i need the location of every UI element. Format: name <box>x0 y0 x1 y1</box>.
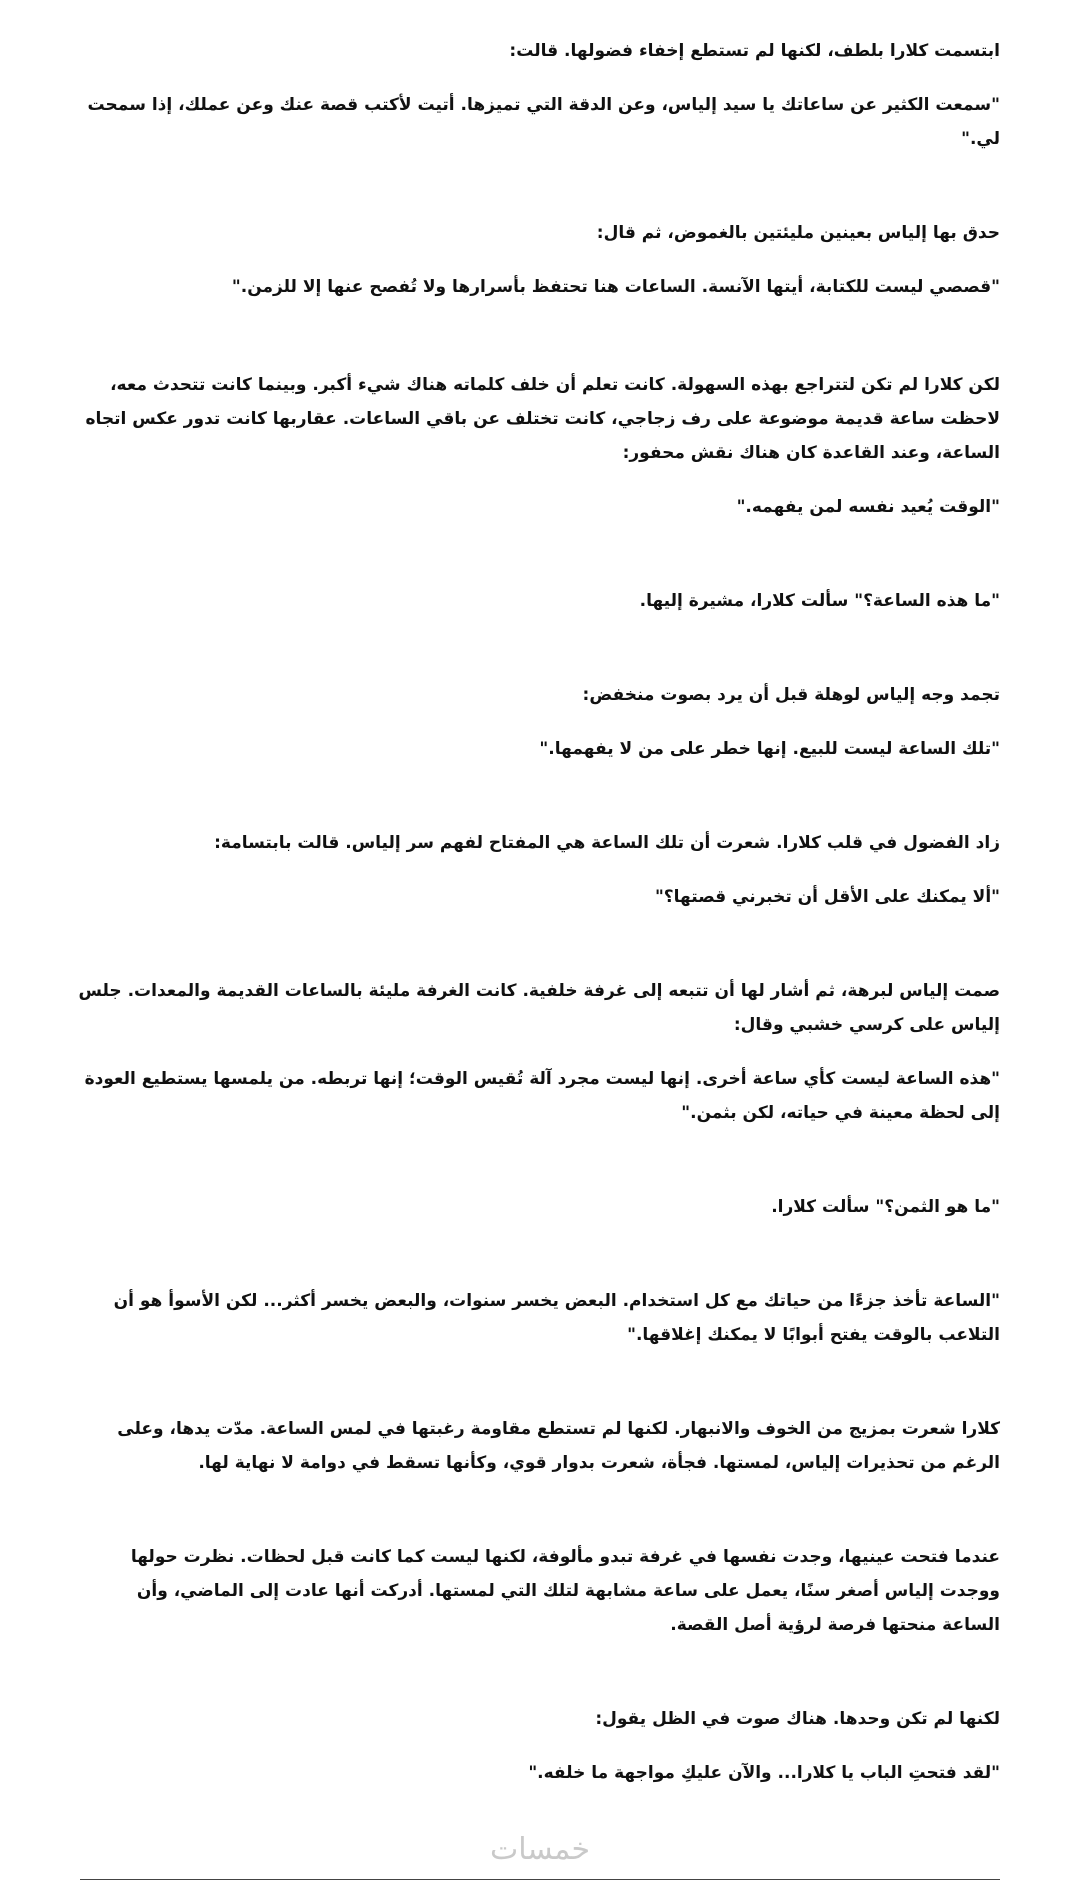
paragraph-19: "لقد فتحتِ الباب يا كلارا... والآن عليكِ مواجهة ما خلفه." <box>528 1763 1000 1783</box>
khamsat-watermark-logo: خمسات <box>489 1832 591 1867</box>
paragraph-16: كلارا شعرت بمزيج من الخوف والانبهار. لكنها لم تستطع مقاومة رغبتها في لمس الساعة. مدّت يدها، وعلى الرغم من تحذيرات إلياس، لمستها. فجأة، شعرت بدوار قوي، وكأنها تسقط في دوامة لا نهاية لها. <box>117 1419 1000 1473</box>
paragraph-8: تجمد وجه إلياس لوهلة قبل أن يرد بصوت منخفض: <box>582 685 1000 705</box>
paragraph-12: صمت إلياس لبرهة، ثم أشار لها أن تتبعه إلى غرفة خلفية. كانت الغرفة مليئة بالساعات القديمة والمعدات. جلس إلياس على كرسي خشبي وقال: <box>78 981 1000 1035</box>
paragraph-4: "قصصي ليست للكتابة، أيتها الآنسة. الساعات هنا تحتفظ بأسرارها ولا تُفصح عنها إلا للزمن." <box>231 277 1000 297</box>
paragraph-14: "ما هو الثمن؟" سألت كلارا. <box>771 1197 1000 1217</box>
paragraph-7: "ما هذه الساعة؟" سألت كلارا، مشيرة إليها. <box>639 591 1000 611</box>
paragraph-9: "تلك الساعة ليست للبيع. إنها خطر على من لا يفهمها." <box>539 739 1000 759</box>
paragraph-6: "الوقت يُعيد نفسه لمن يفهمه." <box>736 497 1000 517</box>
paragraph-17: عندما فتحت عينيها، وجدت نفسها في غرفة تبدو مألوفة، لكنها ليست كما كانت قبل لحظات. نظرت حولها ووجدت إلياس أصغر سنًا، يعمل على ساعة مشابهة لتلك التي لمستها. أدركت أنها عادت إلى الماضي، وأن الساعة منحتها فرصة لرؤية أصل القصة. <box>130 1547 1000 1635</box>
paragraph-1: ابتسمت كلارا بلطف، لكنها لم تستطع إخفاء فضولها. قالت: <box>509 41 1000 61</box>
paragraph-3: حدق بها إلياس بعينين مليئتين بالغموض، ثم قال: <box>596 223 1000 243</box>
paragraph-18: لكنها لم تكن وحدها. هناك صوت في الظل يقول: <box>595 1709 1000 1729</box>
story-body <box>76 34 1000 1790</box>
paragraph-13: "هذه الساعة ليست كأي ساعة أخرى. إنها ليست مجرد آلة تُقيس الوقت؛ إنها تربطه. من يلمسها يستطيع العودة إلى لحظة معينة في حياته، لكن بثمن." <box>84 1069 1000 1123</box>
footer-divider <box>80 1879 1000 1880</box>
paragraph-10: زاد الفضول في قلب كلارا. شعرت أن تلك الساعة هي المفتاح لفهم سر إلياس. قالت بابتسامة: <box>214 833 1000 853</box>
paragraph-15: "الساعة تأخذ جزءًا من حياتك مع كل استخدام. البعض يخسر سنوات، والبعض يخسر أكثر... لكن الأسوأ هو أن التلاعب بالوقت يفتح أبوابًا لا يمكنك إغلاقها." <box>113 1291 1000 1345</box>
paragraph-2: "سمعت الكثير عن ساعاتك يا سيد إلياس، وعن الدقة التي تميزها. أتيت لأكتب قصة عنك وعن عملك، إذا سمحت لي." <box>87 95 1000 149</box>
paragraph-5: لكن كلارا لم تكن لتتراجع بهذه السهولة. كانت تعلم أن خلف كلماته هناك شيء أكبر. وبينما كانت تتحدث معه، لاحظت ساعة قديمة موضوعة على رف زجاجي، كانت تختلف عن باقي الساعات. عقاربها كانت تدور عكس اتجاه الساعة، وعند القاعدة كان هناك نقش محفور: <box>85 375 1000 463</box>
paragraph-11: "ألا يمكنك على الأقل أن تخبرني قصتها؟" <box>654 887 1000 907</box>
